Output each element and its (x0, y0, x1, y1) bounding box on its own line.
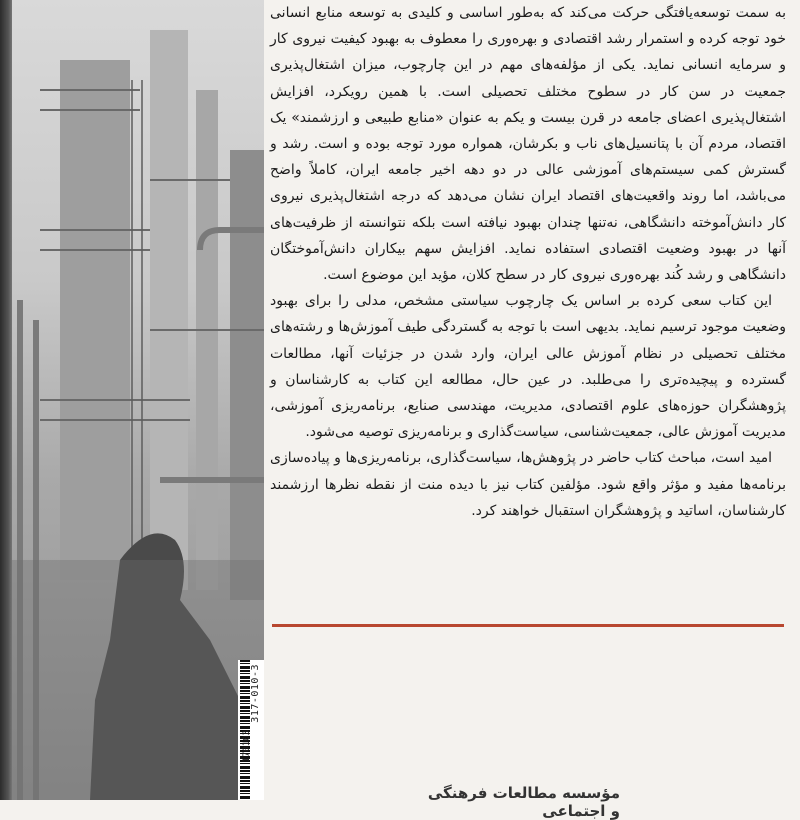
barcode-digits: 170103 (242, 730, 252, 763)
publisher-name: مؤسسه مطالعات فرهنگی و اجتماعی (427, 784, 620, 820)
ladder (132, 80, 142, 600)
distillation-column (60, 60, 130, 580)
paragraph: این کتاب سعی کرده بر اساس یک چارچوب سیاستی مشخص، مدلی را برای بهبود وضعیت موجود ترسیم نماید. بدیهی است با توجه به گستردگی طیف آموزش‌ها و رشته‌های مختلف تحصیلی در نظام آموزش عالی ایران، وارد شدن در جزئیات آنها، مطالعات گسترده و پیچیده‌تری را می‌طلبد. در عین حال، مطالعه این کتاب به کارشناسان و پژوهشگران حوزه‌های علوم اقتصادی، مدیریت، مهندسی صنایع، برنامه‌ریزی آموزشی، مدیریت آموزش عالی، جمعیت‌شناسی، سیاست‌گذاری و برنامه‌ریزی توصیه می‌شود. (270, 293, 786, 441)
cover-photo-refinery (0, 0, 264, 800)
pipe-stack (230, 150, 264, 600)
red-divider-line (272, 624, 784, 627)
spine-edge (0, 0, 12, 800)
paragraph: به سمت توسعه‌یافتگی حرکت می‌کند که به‌طور اساسی و کلیدی به توسعه منابع انسانی خود توجه کرده و استمرار رشد اقتصادی و بهره‌وری را معطوف به بهبود کیفیت نیروی کار و سرمایه انسانی نماید. یکی از مؤلفه‌های مهم در این چارچوب، میزان اشتغال‌پذیری جمعیت در سن کار در سطوح مختلف تحصیلی است. با همین رویکرد، افزایش اشتغال‌پذیری اعضای جامعه در قرن بیست و یکم به عنوان «منابع طبیعی و ارزشمند» یک اقتصاد، مردم آن با پتانسیل‌های ناب و بکرشان، همواره مورد توجه بوده و است. رشد و گسترش کمی سیستم‌های آموزشی عالی در دو دهه اخیر جامعه ایران، کاملاً واضح می‌باشد، اما روند واقعیت‌های اقتصاد ایران نشان می‌دهد که درجه اشتغال‌پذیری نیروی کار دانش‌آموخته دانشگاهی، نه‌تنها چندان بهبود نیافته است بلکه نتوانسته از ظرفیت‌های آنها در بهبود وضعیت اقتصادی استفاده نماید. افزایش سهم بیکاران دانش‌آموختگان دانشگاهی و رشد کُند بهره‌وری نیروی کار در سطح کلان، مؤید این موضوع است. (270, 5, 786, 284)
isbn-number: 317-010-3 (250, 664, 261, 723)
distillation-column (196, 90, 218, 590)
back-cover-blurb (270, 0, 786, 620)
distillation-column (150, 30, 188, 590)
paragraph: امید است، مباحث کتاب حاضر در پژوهش‌ها، سیاست‌گذاری، برنامه‌ریزی‌ها و پیاده‌سازی برنامه‌ها مفید و مؤثر واقع شود. مؤلفین کتاب نیز با دیده منت از نقطه نظرها ارزشمند کارشناسان، اساتید و پژوهشگران استقبال خواهند کرد. (270, 450, 786, 519)
refinery-illustration (0, 0, 264, 800)
barcode (238, 660, 264, 800)
